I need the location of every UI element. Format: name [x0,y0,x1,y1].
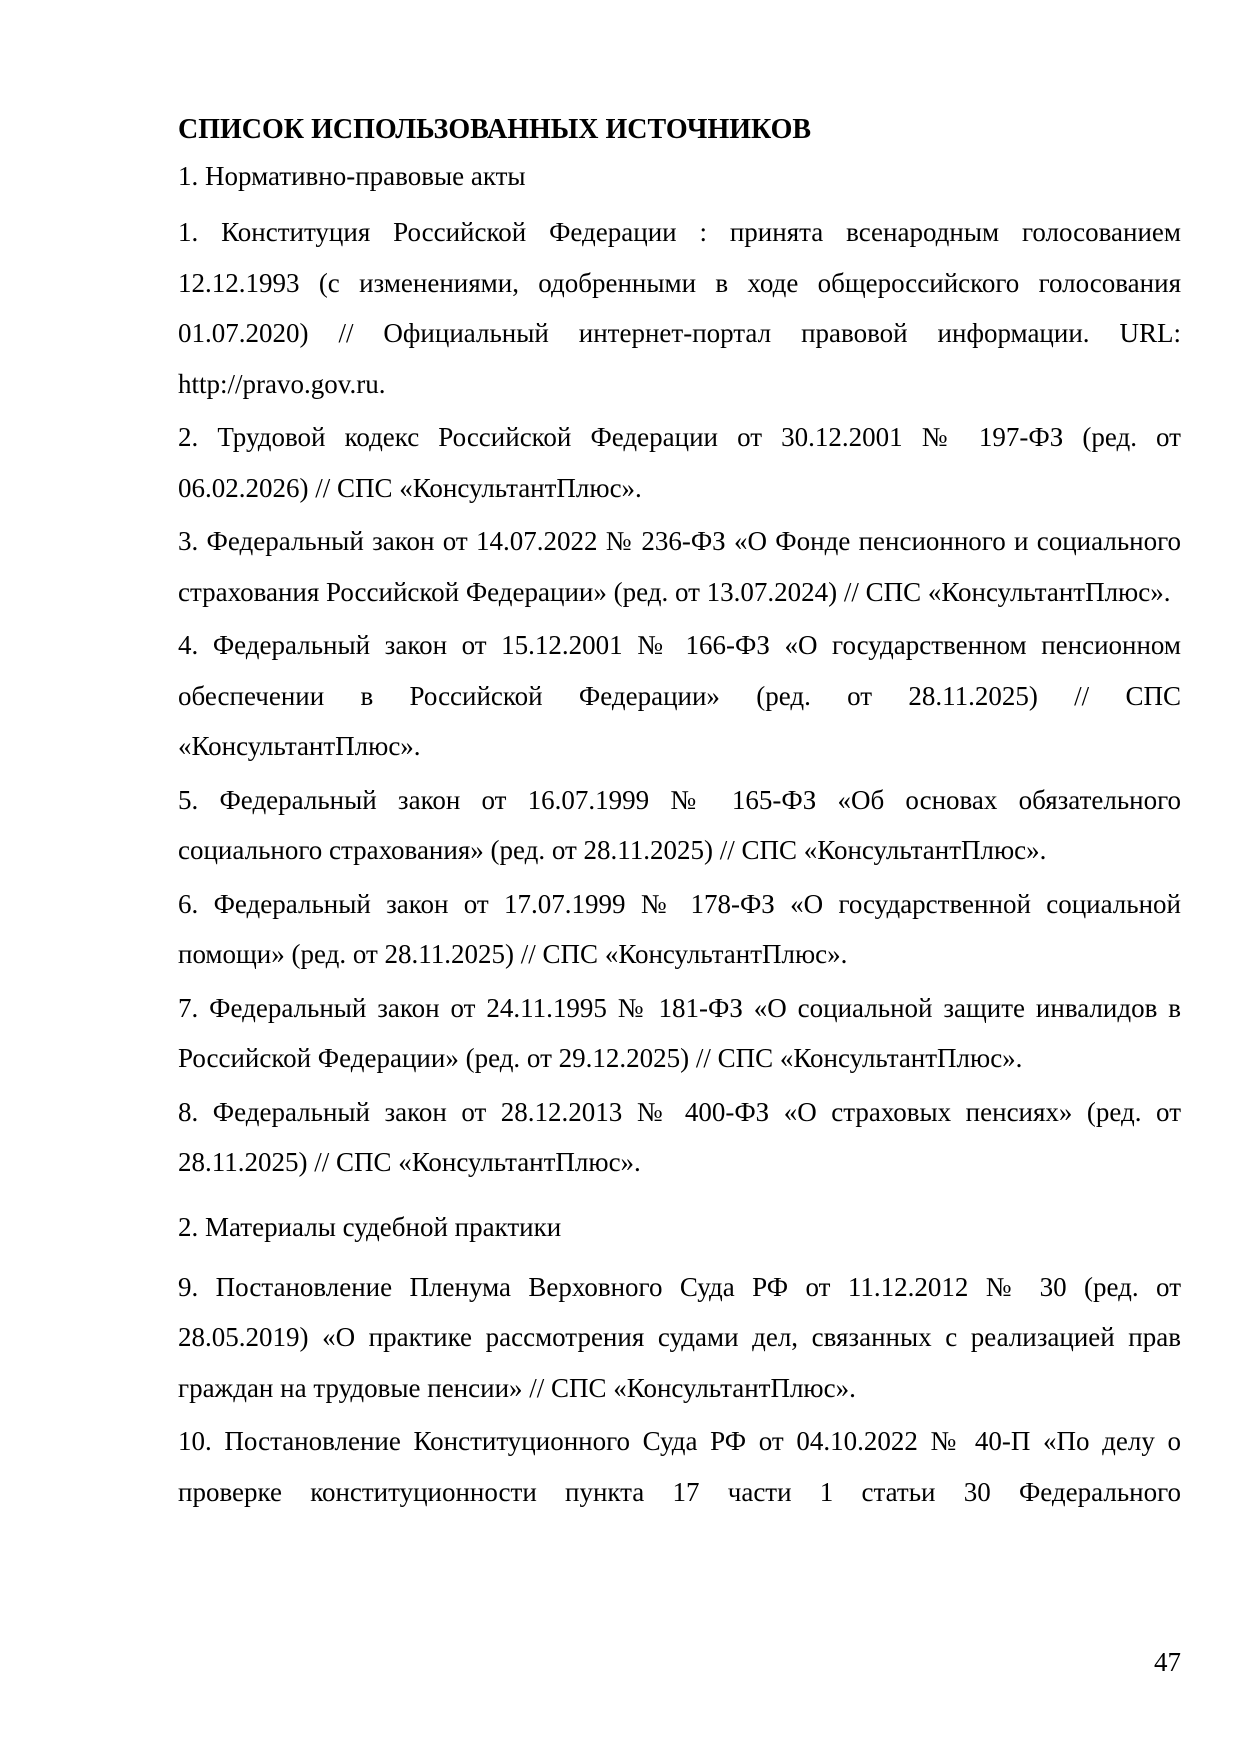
section-title-normative-acts: 1. Нормативно-правовые акты [178,161,526,191]
reference-entry: 6. Федеральный закон от 17.07.1999 № 178-ФЗ «О государственной социальной помощи» (ред. от 28.11.2025) // СПС «КонсультантПлюс». [178,888,1181,969]
reference-entry: 8. Федеральный закон от 28.12.2013 № 400-ФЗ «О страховых пенсиях» (ред. от 28.11.2025) // СПС «КонсультантПлюс». [178,1096,1181,1177]
reference-entry: 9. Постановление Пленума Верховного Суда РФ от 11.12.2012 № 30 (ред. от 28.05.2019) «О практике рассмотрения судами дел, связанных с реализацией прав граждан на трудовые пенсии» // СПС «КонсультантПлюс». [178,1271,1181,1403]
document-heading: СПИСОК ИСПОЛЬЗОВАННЫХ ИСТОЧНИКОВ [178,114,812,145]
reference-entry: 3. Федеральный закон от 14.07.2022 № 236-ФЗ «О Фонде пенсионного и социального страхования Российской Федерации» (ред. от 13.07.2024) // СПС «КонсультантПлюс». [178,526,1181,607]
reference-entry: 10. Постановление Конституционного Суда РФ от 04.10.2022 № 40-П «По делу о проверке конституционности пункта 17 части 1 статьи 30 Федерального [178,1426,1181,1507]
section-title-court-practice: 2. Материалы судебной практики [178,1211,562,1242]
reference-entry: 7. Федеральный закон от 24.11.1995 № 181-ФЗ «О социальной защите инвалидов в Российской Федерации» (ред. от 29.12.2025) // СПС «КонсультантПлюс». [178,992,1181,1073]
reference-entry: 2. Трудовой кодекс Российской Федерации от 30.12.2001 № 197-ФЗ (ред. от 06.02.2026) // СПС «КонсультантПлюс». [178,422,1181,503]
reference-entry: 1. Конституция Российской Федерации : принята всенародным голосованием 12.12.1993 (с изменениями, одобренными в ходе общероссийского голосования 01.07.2020) // Официальный интернет-портал правовой информации. URL: http://pravo.gov.ru. [178,217,1181,399]
document-page [178,113,1181,1520]
page-number: 47 [1154,1647,1181,1677]
reference-entry: 5. Федеральный закон от 16.07.1999 № 165-ФЗ «Об основах обязательного социального страхования» (ред. от 28.11.2025) // СПС «КонсультантПлюс». [178,784,1181,865]
reference-entry: 4. Федеральный закон от 15.12.2001 № 166-ФЗ «О государственном пенсионном обеспечении в Российской Федерации» (ред. от 28.11.2025) // СПС «КонсультантПлюс». [178,630,1181,761]
